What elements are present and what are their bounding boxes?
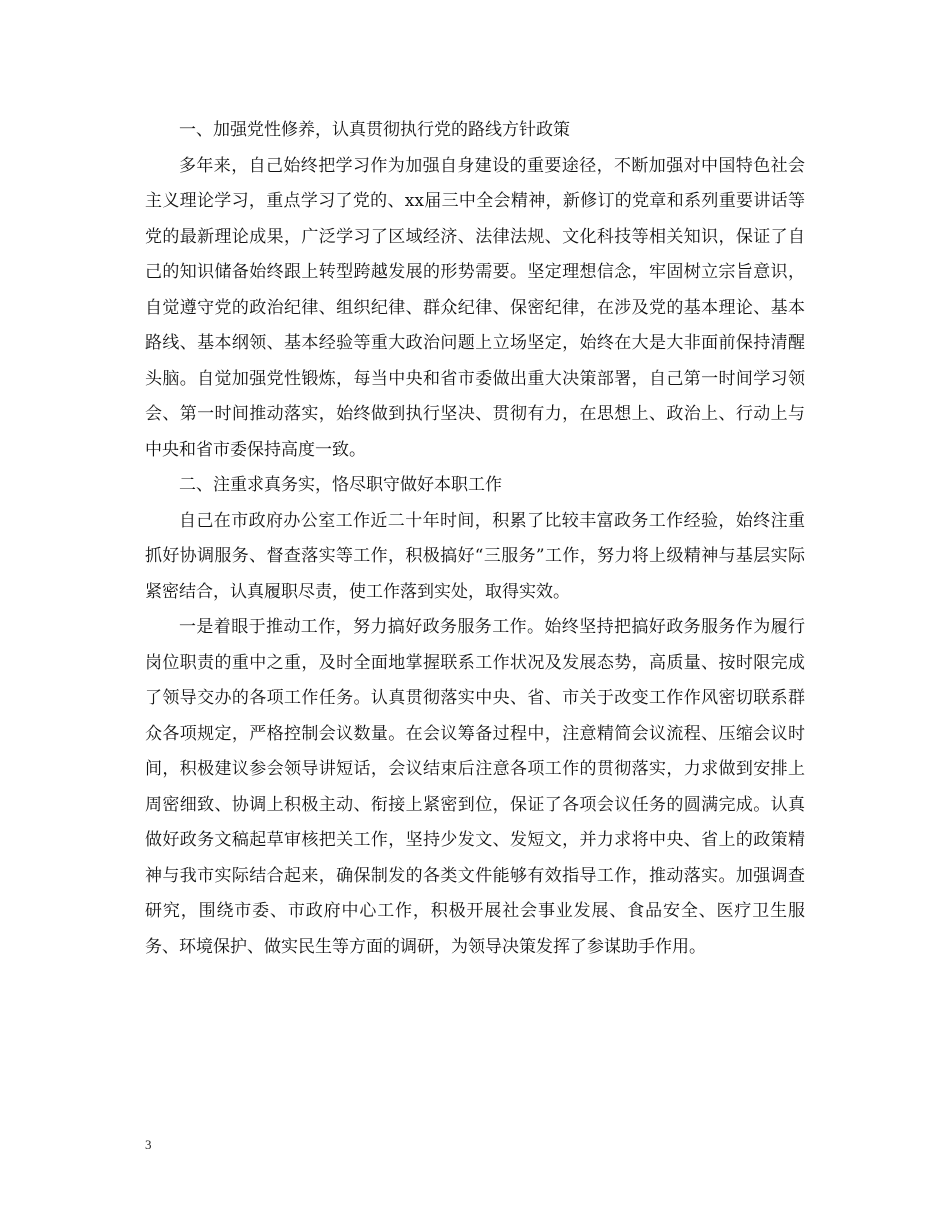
paragraph-theory-study: 多年来，自己始终把学习作为加强自身建设的重要途径，不断加强对中国特色社会主义理论学习，重点学习了党的、xx届三中全会精神，新修订的党章和系列重要讲话等党的最新理论成果，广泛学习了区域经济、法律法规、文化科技等相关知识，保证了自己的知识储备始终跟上转型跨越发展的形势需要。坚定理想信念，牢固树立宗旨意识，自觉遵守党的政治纪律、组织纪律、群众纪律、保密纪律，在涉及党的基本理论、基本路线、基本纲领、基本经验等重大政治问题上立场坚定，始终在大是大非面前保持清醒头脑。自觉加强党性锻炼，每当中央和省市委做出重大决策部署，自己第一时间学习领会、第一时间推动落实，始终做到执行坚决、贯彻有力，在思想上、政治上、行动上与中央和省市委保持高度一致。 — [145, 155, 805, 460]
page-number: 3 — [145, 1137, 152, 1152]
paragraph-government-service: 一是着眼于推动工作，努力搞好政务服务工作。始终坚持把搞好政务服务作为履行岗位职责的重中之重，及时全面地掌握联系工作状况及发展态势，高质量、按时限完成了领导交办的各项工作任务。认真贯彻落实中央、省、市关于改变工作作风密切联系群众各项规定，严格控制会议数量。在会议筹备过程中，注意精简会议流程、压缩会议时间，积极建议参会领导讲短话，会议结束后注意各项工作的贯彻落实，力求做到安排上周密细致、协调上积极主动、衔接上紧密到位，保证了各项会议任务的圆满完成。认真做好政务文稿起草审核把关工作，坚持少发文、发短文，并力求将中央、省上的政策精神与我市实际结合起来，确保制发的各类文件能够有效指导工作，推动落实。加强调查研究，围绕市委、市政府中心工作，积极开展社会事业发展、食品安全、医疗卫生服务、环境保护、做实民生等方面的调研，为领导决策发挥了参谋助手作用。 — [145, 617, 805, 957]
document-body — [145, 113, 805, 965]
section-heading-1: 一、加强党性修养，认真贯彻执行党的路线方针政策 — [179, 120, 570, 140]
paragraph-work-experience: 自己在市政府办公室工作近二十年时间，积累了比较丰富政务工作经验，始终注重抓好协调服务、督查落实等工作，积极搞好“三服务”工作，努力将上级精神与基层实际紧密结合，认真履职尽责，使工作落到实处，取得实效。 — [145, 510, 805, 602]
section-heading-2: 二、注重求真务实，恪尽职守做好本职工作 — [179, 475, 502, 495]
